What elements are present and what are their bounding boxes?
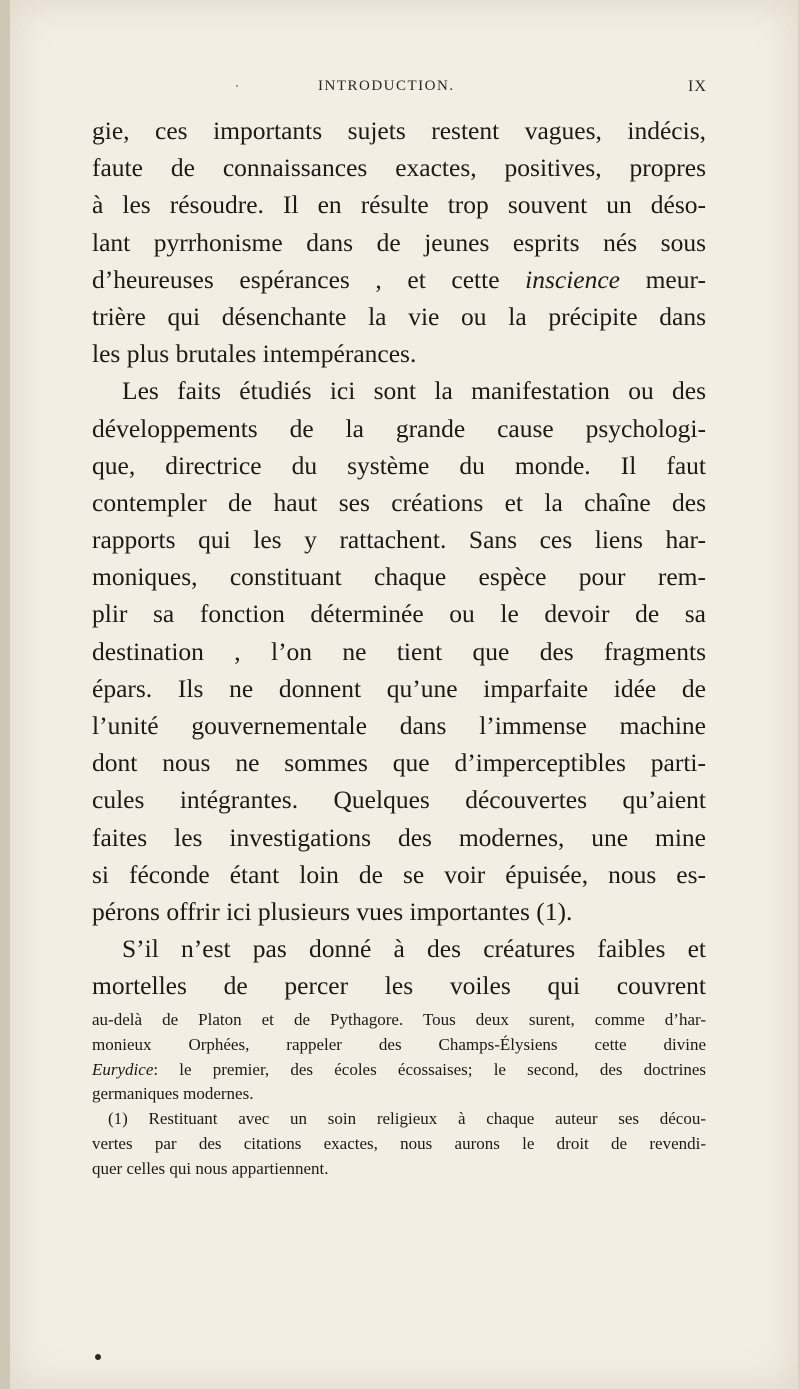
text-line <box>92 261 706 298</box>
page-number: IX <box>688 78 707 95</box>
running-title: INTRODUCTION. <box>318 78 455 94</box>
text-line: que, directrice du système du monde. Il faut <box>92 450 706 480</box>
text-line: plir sa fonction déterminée ou le devoir de sa <box>92 599 706 629</box>
text-line: mortelles de percer les voiles qui couvrent <box>92 971 706 1001</box>
paragraph-end-line: les plus brutales intempérances. <box>92 339 417 369</box>
text-line: dont nous ne sommes que d’imperceptibles parti- <box>92 748 706 778</box>
footnote-line: monieux Orphées, rappeler des Champs-Élysiens cette divine <box>92 1034 706 1054</box>
text-segment: meur- <box>620 264 706 294</box>
text-line: contempler de haut ses créations et la chaîne des <box>92 487 706 517</box>
footnote-line <box>92 1058 706 1083</box>
text-line: destination , l’on ne tient que des fragments <box>92 636 706 666</box>
text-line: cules intégrantes. Quelques découvertes qu’aient <box>92 785 706 815</box>
italic-word: inscience <box>525 264 620 294</box>
text-line: faites les investigations des modernes, une mine <box>92 822 706 852</box>
footnote-line: (1) Restituant avec un soin religieux à chaque auteur ses décou- <box>108 1109 706 1129</box>
main-text <box>92 112 706 1005</box>
paragraph-end-line: pérons offrir ici plusieurs vues importantes (1). <box>92 896 573 926</box>
text-line: moniques, constituant chaque espèce pour rem- <box>92 562 706 592</box>
page-header <box>0 78 800 102</box>
text-line: l’unité gouvernementale dans l’immense machine <box>92 711 706 740</box>
italic-word: Eurydice <box>92 1059 154 1079</box>
text-line: rapports qui les y rattachent. Sans ces liens har- <box>92 525 706 555</box>
ink-speck <box>236 85 238 87</box>
text-line: lant pyrrhonisme dans de jeunes esprits nés sous <box>92 227 706 257</box>
text-segment: : le premier, des écoles écossaises; le second, des doctrines <box>153 1059 706 1079</box>
text-segment: d’heureuses espérances , et cette <box>92 264 526 294</box>
text-line: épars. Ils ne donnent qu’une imparfaite idée de <box>92 673 706 703</box>
ink-dot <box>95 1354 101 1360</box>
text-line: gie, ces importants sujets restent vagues, indécis, <box>92 116 706 145</box>
footnotes <box>92 1008 706 1182</box>
text-line: à les résoudre. Il en résulte trop souvent un déso- <box>92 190 706 220</box>
book-gutter <box>0 0 10 1389</box>
footnote-line: germaniques modernes. <box>92 1084 254 1104</box>
text-line: trière qui désenchante la vie ou la précipite dans <box>92 301 706 331</box>
paragraph-start-line: S’il n’est pas donné à des créatures faibles et <box>122 934 706 964</box>
text-line: développements de la grande cause psychologi- <box>92 413 706 443</box>
footnote-line: quer celles qui nous appartiennent. <box>92 1158 329 1178</box>
footnote-line: vertes par des citations exactes, nous aurons le droit de revendi- <box>92 1133 706 1153</box>
footnote-line: au-delà de Platon et de Pythagore. Tous deux surent, comme d’har- <box>92 1010 706 1029</box>
text-line: faute de connaissances exactes, positives, propres <box>92 153 706 183</box>
text-line: si féconde étant loin de se voir épuisée, nous es- <box>92 859 706 889</box>
paragraph-start-line: Les faits étudiés ici sont la manifestation ou des <box>122 376 706 406</box>
